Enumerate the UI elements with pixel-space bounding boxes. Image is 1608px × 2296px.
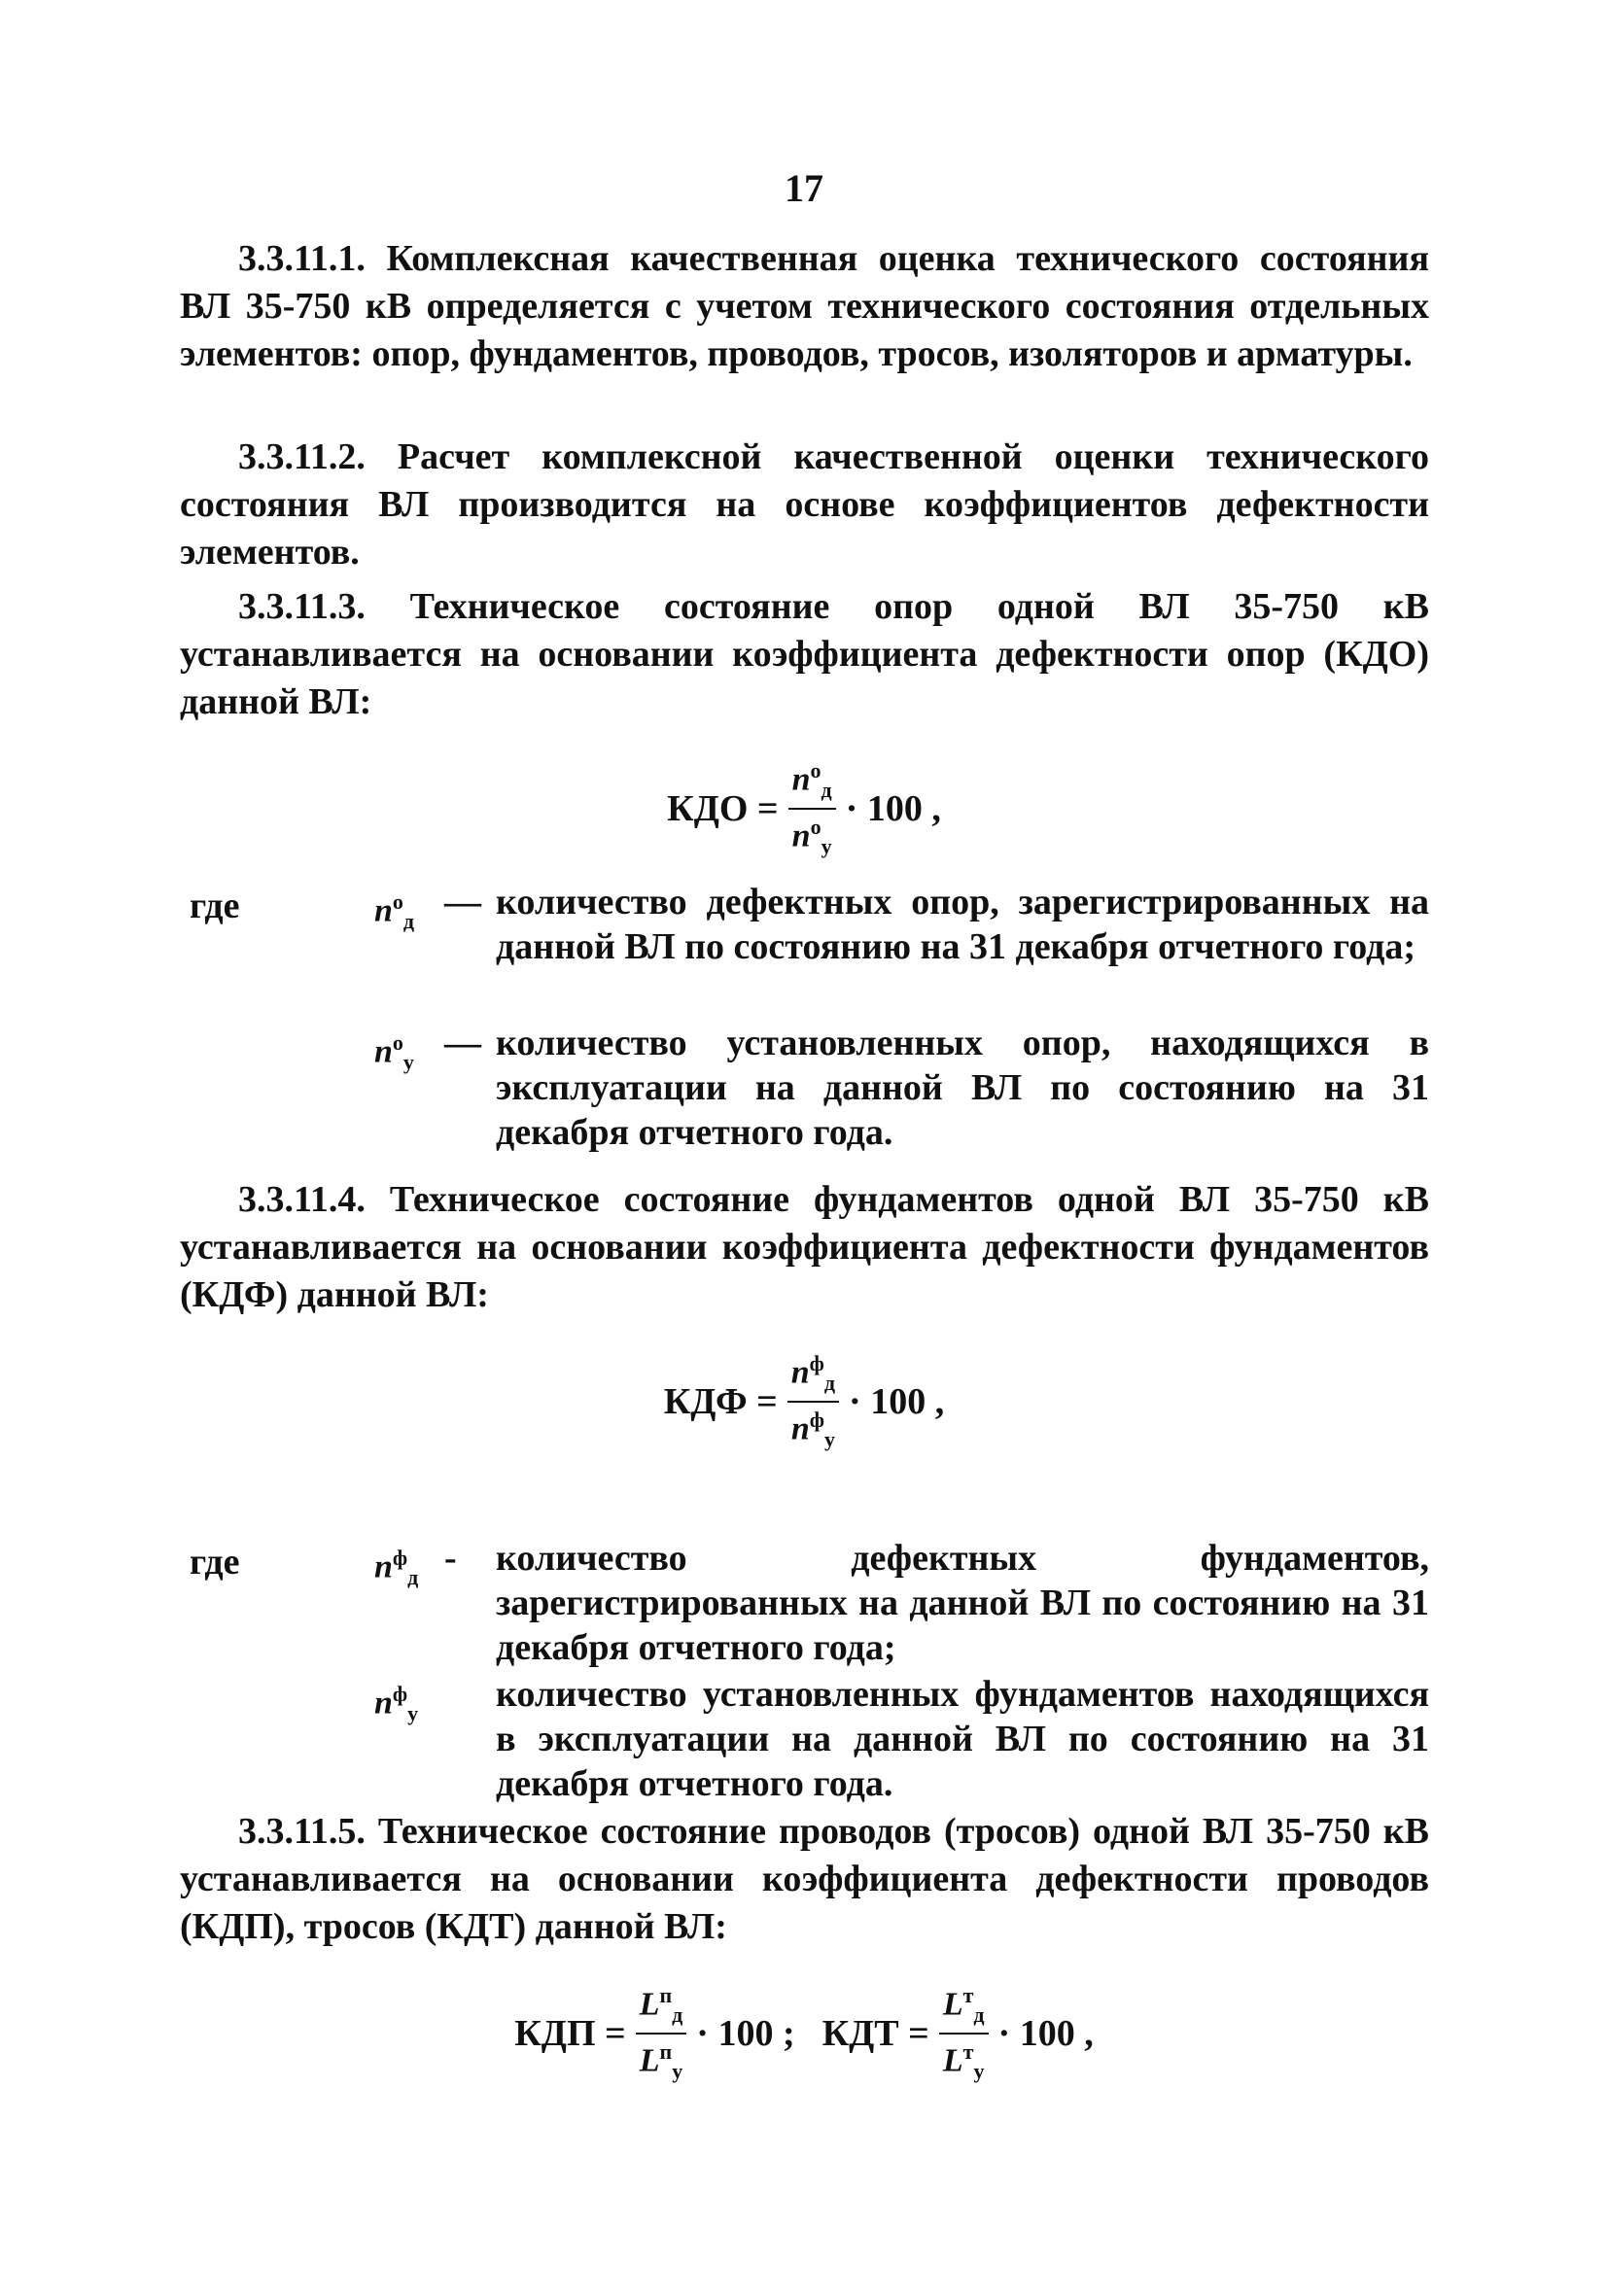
paragraph-3-3-11-4: 3.3.11.4. Техническое состояние фундаментов одной ВЛ 35-750 кВ устанавливается на основании коэффициента дефектности фундаментов (КДФ) данной ВЛ: [180, 1179, 1429, 1315]
definition-text: количество дефектных фундаментов, зарегистрированных на данной ВЛ по состоянию на 31 декабря отчетного года; [496, 1538, 1429, 1668]
formula-kdp-den-sup: п [659, 2039, 673, 2065]
formula-kdo-num-sub: д [821, 778, 832, 803]
formula-kdp-num-sup: п [659, 1983, 673, 2007]
formula-kdf-tail: · 100 , [849, 1381, 945, 1423]
paragraph-3-3-11-5: 3.3.11.5. Техническое состояние проводов (тросов) одной ВЛ 35-750 кВ устанавливается на основании коэффициента дефектности проводов (КДП), тросов (КДТ) данной ВЛ: [180, 1811, 1429, 1947]
formula-kdt-lhs: КДТ = [821, 2013, 929, 2055]
formula-kdp-den-sub: у [672, 2059, 683, 2084]
formula-kdf-lhs: КДФ = [663, 1381, 778, 1423]
definition-dash: — [444, 1023, 481, 1063]
formula-kdt-den-base: L [942, 2042, 963, 2079]
formula-kdp-tail: · 100 ; [696, 2013, 795, 2055]
formula-kdo-num-base: n [791, 761, 811, 798]
formula-kdo-den-sup: о [810, 815, 821, 840]
symbol-n-d-f: $n^ф_д$ [374, 1546, 419, 1590]
formula-kdt-den-sub: у [973, 2059, 985, 2084]
definition-text: количество установленных фундаментов находящихся в эксплуатации на данной ВЛ по состоянию на 31 декабря отчетного года. [496, 1674, 1429, 1804]
formula-kdf-num-base: n [790, 1354, 810, 1391]
where-label-1: где [190, 886, 240, 926]
formula-kdp-fraction [636, 1978, 687, 2089]
formula-kdp-den-base: L [639, 2042, 660, 2079]
formula-kdf-den-base: n [790, 1410, 810, 1447]
definition-dash: - [444, 1538, 457, 1579]
paragraph-3-3-11-3: 3.3.11.3. Техническое состояние опор одной ВЛ 35-750 кВ устанавливается на основании коэффициента дефектности опор (КДО) данной ВЛ: [180, 586, 1429, 722]
formula-kdo-lhs: КДО = [667, 788, 779, 830]
formula-kdo [0, 753, 1608, 864]
formula-kdf-num-sub: д [823, 1371, 836, 1396]
formula-kdt-num-sup: т [962, 1983, 974, 2007]
symbol-n-u-f: $n^ф_у$ [374, 1682, 419, 1726]
formula-kdt-tail: · 100 , [997, 2013, 1094, 2055]
formula-kdf-fraction [787, 1346, 839, 1457]
definition-defective-supports [374, 880, 1429, 969]
formula-kdo-num-sup: о [810, 758, 821, 783]
formula-kdp-kdt [0, 1978, 1608, 2089]
page-number: 17 [785, 166, 823, 210]
formula-kdo-tail: · 100 , [845, 788, 941, 830]
definition-defective-foundations [374, 1536, 1429, 1670]
definition-text: количество дефектных опор, зарегистрированных на данной ВЛ по состоянию на 31 декабря отчетного года; [496, 882, 1429, 967]
formula-kdf-num-sup: ф [809, 1351, 824, 1375]
formula-kdo-den-base: n [791, 818, 811, 854]
paragraph-3-3-11-2: 3.3.11.2. Расчет комплексной качественной оценки технического состояния ВЛ производится на основе коэффициентов дефектности элементов. [180, 436, 1429, 573]
formula-kdt-num-base: L [942, 1986, 963, 2023]
symbol-n-d-o: $n^о_д$ [374, 889, 415, 934]
formula-kdo-fraction [788, 753, 836, 864]
formula-kdt-num-sub: д [973, 2002, 985, 2028]
definition-text: количество установленных опор, находящихся в эксплуатации на данной ВЛ по состоянию на 31 декабря отчетного года. [496, 1023, 1429, 1153]
symbol-n-u-o: $n^о_у$ [374, 1030, 414, 1075]
formula-kdp-num-base: L [639, 1986, 660, 2023]
formula-kdt-fraction [939, 1978, 989, 2089]
formula-kdp-lhs: КДП = [514, 2013, 626, 2055]
formula-kdf-den-sup: ф [809, 1408, 824, 1433]
formula-kdf [0, 1346, 1608, 1457]
where-label-2: где [190, 1542, 240, 1583]
formula-kdt-den-sup: т [962, 2039, 974, 2065]
formula-kdo-den-sub: у [821, 834, 832, 859]
formula-kdf-den-sub: у [823, 1427, 835, 1452]
paragraph-3-3-11-1: 3.3.11.1. Комплексная качественная оценка технического состояния ВЛ 35-750 кВ определяется с учетом технического состояния отдельных элементов: опор, фундаментов, проводов, тросов, изоляторов и арматуры. [180, 238, 1429, 374]
definition-installed-foundations [374, 1672, 1429, 1806]
definition-installed-supports [374, 1021, 1429, 1155]
formula-kdp-num-sub: д [672, 2002, 683, 2028]
definition-dash: — [444, 882, 481, 922]
